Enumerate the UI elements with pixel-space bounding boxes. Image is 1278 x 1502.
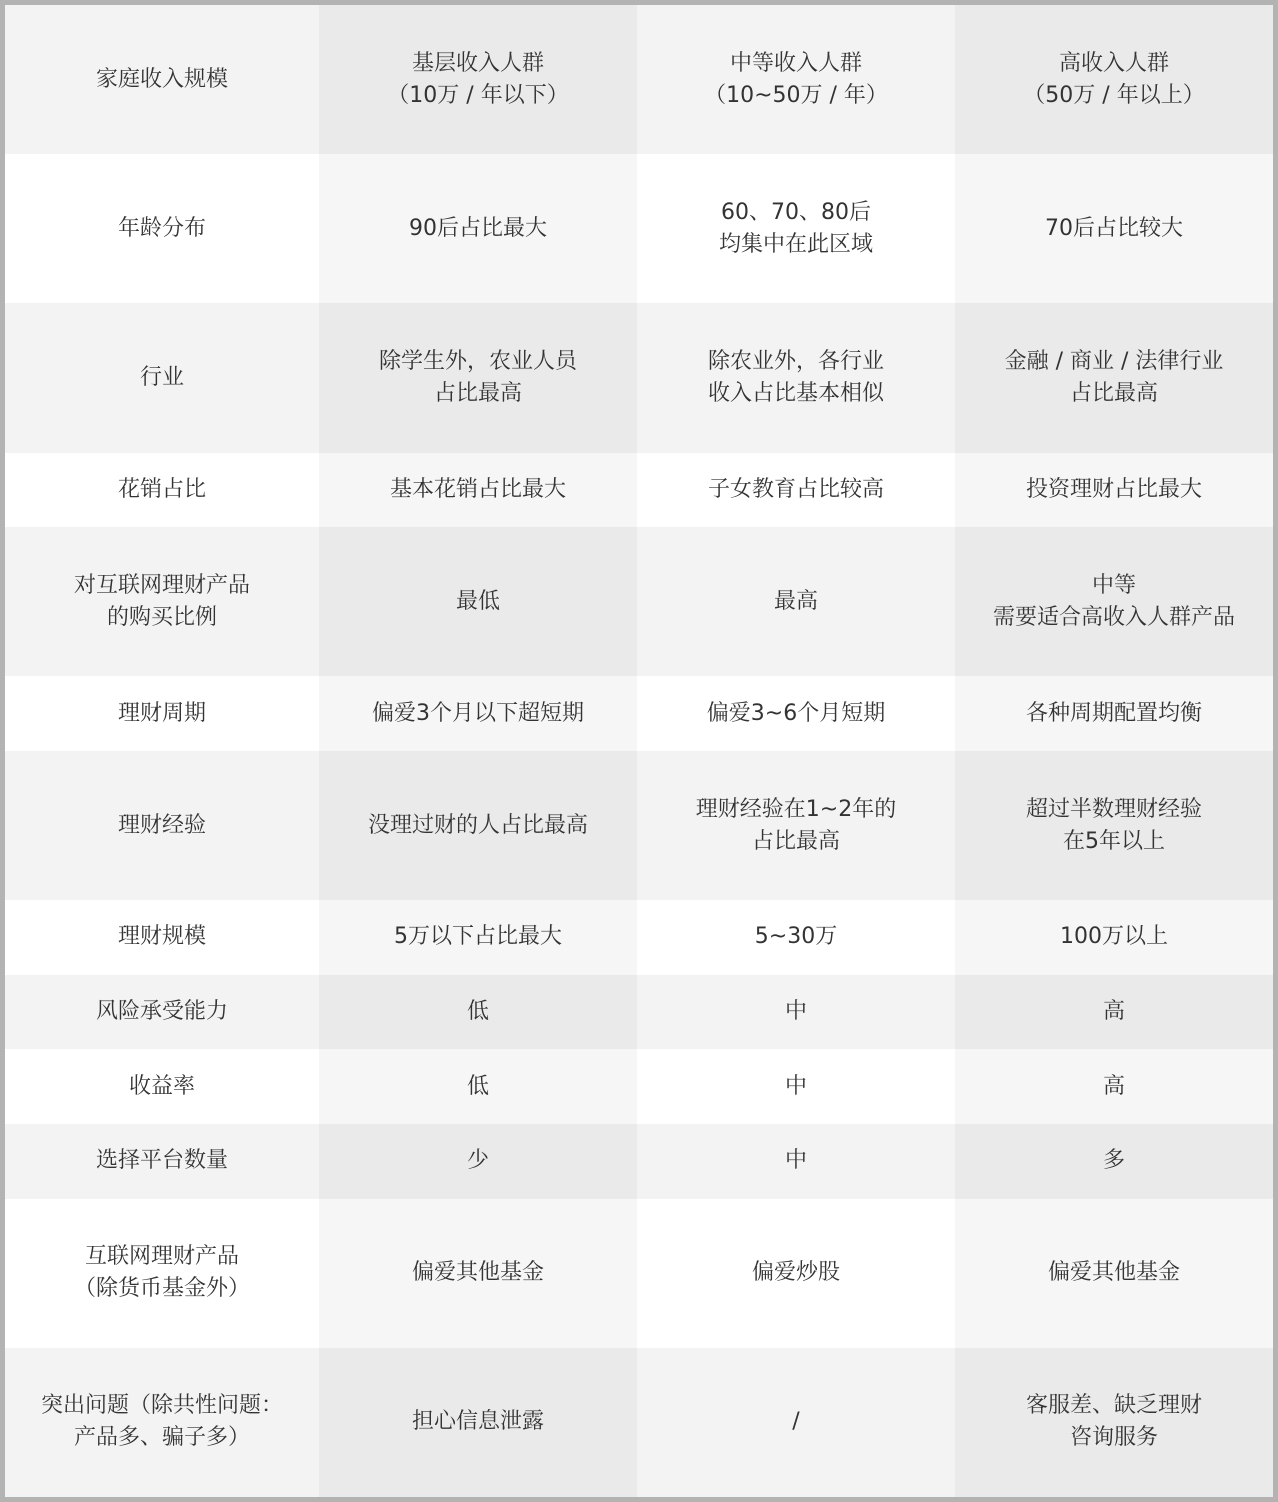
table-cell: 最低 xyxy=(319,527,637,676)
table-cell: 100万以上 xyxy=(955,900,1273,975)
row-header: 理财规模 xyxy=(5,900,319,975)
table-cell: 中 xyxy=(637,1124,955,1199)
row-header: 对互联网理财产品 的购买比例 xyxy=(5,527,319,676)
table-cell: 担心信息泄露 xyxy=(319,1348,637,1497)
table-row xyxy=(5,900,1273,975)
table-row xyxy=(5,751,1273,900)
table-cell: 金融 / 商业 / 法律行业 占比最高 xyxy=(955,303,1273,452)
row-header: 互联网理财产品 （除货币基金外） xyxy=(5,1199,319,1348)
table-row xyxy=(5,1199,1273,1348)
table-cell: 60、70、80后 均集中在此区域 xyxy=(637,154,955,303)
table-row xyxy=(5,453,1273,528)
table-row xyxy=(5,1124,1273,1199)
table-cell: 除农业外，各行业 收入占比基本相似 xyxy=(637,303,955,452)
table-cell: 除学生外，农业人员 占比最高 xyxy=(319,303,637,452)
table-row xyxy=(5,676,1273,751)
row-header: 家庭收入规模 xyxy=(5,5,319,154)
table-row xyxy=(5,1348,1273,1497)
table-cell: 5~30万 xyxy=(637,900,955,975)
table-cell: 没理过财的人占比最高 xyxy=(319,751,637,900)
table-cell: 偏爱炒股 xyxy=(637,1199,955,1348)
table-cell: 中等收入人群 （10~50万 / 年） xyxy=(637,5,955,154)
row-header: 理财周期 xyxy=(5,676,319,751)
table-cell: 各种周期配置均衡 xyxy=(955,676,1273,751)
table-row xyxy=(5,303,1273,452)
table-cell: 低 xyxy=(319,975,637,1050)
table-cell: 偏爱其他基金 xyxy=(955,1199,1273,1348)
table-row xyxy=(5,527,1273,676)
table-cell: 高收入人群 （50万 / 年以上） xyxy=(955,5,1273,154)
row-header: 年龄分布 xyxy=(5,154,319,303)
row-header: 理财经验 xyxy=(5,751,319,900)
table-cell: 中 xyxy=(637,975,955,1050)
table-cell: 超过半数理财经验 在5年以上 xyxy=(955,751,1273,900)
table-cell: 低 xyxy=(319,1049,637,1124)
table-row xyxy=(5,1049,1273,1124)
table-cell: 中 xyxy=(637,1049,955,1124)
table-cell: 中等 需要适合高收入人群产品 xyxy=(955,527,1273,676)
table-cell: 偏爱3~6个月短期 xyxy=(637,676,955,751)
table-cell: 子女教育占比较高 xyxy=(637,453,955,528)
table-cell: 高 xyxy=(955,975,1273,1050)
table-cell: 客服差、缺乏理财 咨询服务 xyxy=(955,1348,1273,1497)
table-cell: 基本花销占比最大 xyxy=(319,453,637,528)
table-cell: 少 xyxy=(319,1124,637,1199)
table-cell: 多 xyxy=(955,1124,1273,1199)
row-header: 花销占比 xyxy=(5,453,319,528)
table-cell: 偏爱3个月以下超短期 xyxy=(319,676,637,751)
row-header: 收益率 xyxy=(5,1049,319,1124)
row-header: 突出问题（除共性问题： 产品多、骗子多） xyxy=(5,1348,319,1497)
income-comparison-table xyxy=(5,5,1273,1497)
table-cell: 70后占比较大 xyxy=(955,154,1273,303)
table-cell: 5万以下占比最大 xyxy=(319,900,637,975)
table-row xyxy=(5,975,1273,1050)
table-cell: 偏爱其他基金 xyxy=(319,1199,637,1348)
row-header: 风险承受能力 xyxy=(5,975,319,1050)
row-header: 行业 xyxy=(5,303,319,452)
table-cell: 投资理财占比最大 xyxy=(955,453,1273,528)
table-row xyxy=(5,5,1273,154)
table-cell: 高 xyxy=(955,1049,1273,1124)
table-cell: 最高 xyxy=(637,527,955,676)
row-header: 选择平台数量 xyxy=(5,1124,319,1199)
table-row xyxy=(5,154,1273,303)
table-cell: 理财经验在1~2年的 占比最高 xyxy=(637,751,955,900)
table-cell: / xyxy=(637,1348,955,1497)
table-cell: 90后占比最大 xyxy=(319,154,637,303)
table-cell: 基层收入人群 （10万 / 年以下） xyxy=(319,5,637,154)
